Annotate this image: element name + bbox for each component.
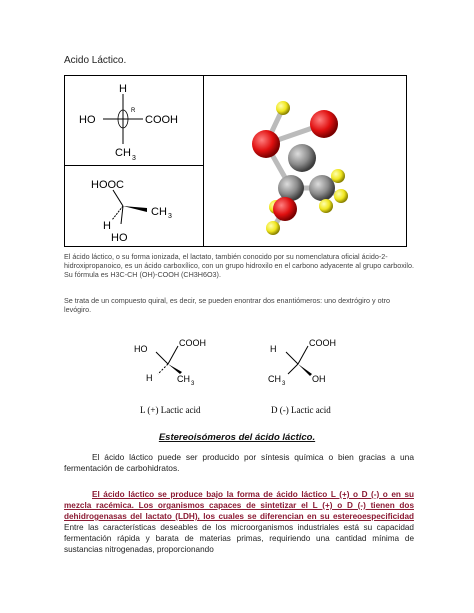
intro-paragraph: El ácido láctico, o su forma ionizada, el lactato, también conocido por su nomenclatura oficial ácido-2-hidroxipropanoico, es un ácido carboxílico, con un grupo hidroxilo en el carbono adyacente al grupo carboxilo. Su fórmula es H3C-CH (OH)-COOH (CH3H6O3). — [64, 252, 415, 279]
d-cooh-label: COOH — [309, 338, 336, 348]
ball-and-stick-cell — [204, 76, 407, 247]
d-sub3: 3 — [282, 381, 286, 387]
d-h-label: H — [270, 344, 277, 354]
l-sub3: 3 — [191, 381, 195, 387]
section-heading: Estereoisómeros del ácido láctico. — [158, 432, 316, 443]
d-lactic-structure — [268, 338, 336, 387]
l-ch-label: CH — [177, 374, 190, 384]
body-paragraph-2 — [64, 489, 414, 555]
carbon-atom — [278, 175, 304, 201]
d-lactic-caption: D (-) Lactic acid — [271, 405, 331, 415]
d-oh-label: OH — [312, 374, 326, 384]
enantiomers-figure — [120, 328, 360, 423]
fig1-ho-label: HO — [79, 114, 96, 126]
wedge-structure — [65, 166, 203, 246]
fig2-h-label: H — [103, 220, 111, 232]
fig2-hooc-label: HOOC — [91, 179, 124, 191]
structure-figure-table — [64, 75, 407, 247]
fig2-ho-label: HO — [111, 232, 128, 244]
d-ch-label: CH — [268, 374, 281, 384]
fig1-ch-label: CH — [115, 147, 131, 159]
fischer-projection-cell — [65, 76, 204, 166]
l-lactic-structure — [134, 338, 206, 387]
fig1-sub3: 3 — [132, 155, 136, 162]
oxygen-atom — [310, 110, 338, 138]
fig2-sub3: 3 — [168, 213, 172, 220]
page-title: Acido Láctico. — [64, 55, 127, 66]
fig1-r-label: R — [131, 108, 136, 114]
highlighted-text: El ácido láctico se produce bajo la forma de ácido láctico L (+) o D (-) o en su mezcla racémica. Los organismos capaces de sintetizar el L (+) o D (-) tienen dos dehidrogenasas del lactato (LDH), los cuales se diferencian en su estereoespecificidad — [64, 490, 414, 521]
body-paragraph-1: El ácido láctico puede ser producido por síntesis química o bien gracias a una fermentación de carbohidratos. — [64, 452, 414, 473]
hydrogen-atom — [276, 101, 290, 115]
fig2-ch-label: CH — [151, 206, 167, 218]
l-h-label: H — [146, 373, 153, 383]
body-paragraph-2-rest: Entre las características deseables de los microorganismos industriales está su capacidad fermentación rápida y barata de materias primas, requiriendo una cantidad mínima de sustancias nitrogenadas, proporcionando — [64, 523, 414, 554]
chiral-paragraph: Se trata de un compuesto quiral, es decir, se pueden enontrar dos enantiómeros: uno dextrógiro y otro levógiro. — [64, 296, 391, 314]
wedge-structure-cell — [65, 166, 204, 247]
hydrogen-atom — [266, 221, 280, 235]
carbon-atom — [288, 144, 316, 172]
oxygen-atom — [273, 197, 297, 221]
carbon-atom — [309, 175, 335, 201]
l-lactic-caption: L (+) Lactic acid — [140, 405, 201, 415]
oxygen-atom — [252, 130, 280, 158]
l-cooh-label: COOH — [179, 338, 206, 348]
l-ho-label: HO — [134, 344, 148, 354]
fischer-projection — [65, 76, 203, 165]
hydrogen-atom — [331, 169, 345, 183]
hydrogen-atom — [319, 199, 333, 213]
fig1-h-label: H — [119, 83, 127, 95]
fig1-cooh-label: COOH — [145, 114, 178, 126]
ball-and-stick-model — [204, 76, 406, 246]
hydrogen-atom — [334, 189, 348, 203]
